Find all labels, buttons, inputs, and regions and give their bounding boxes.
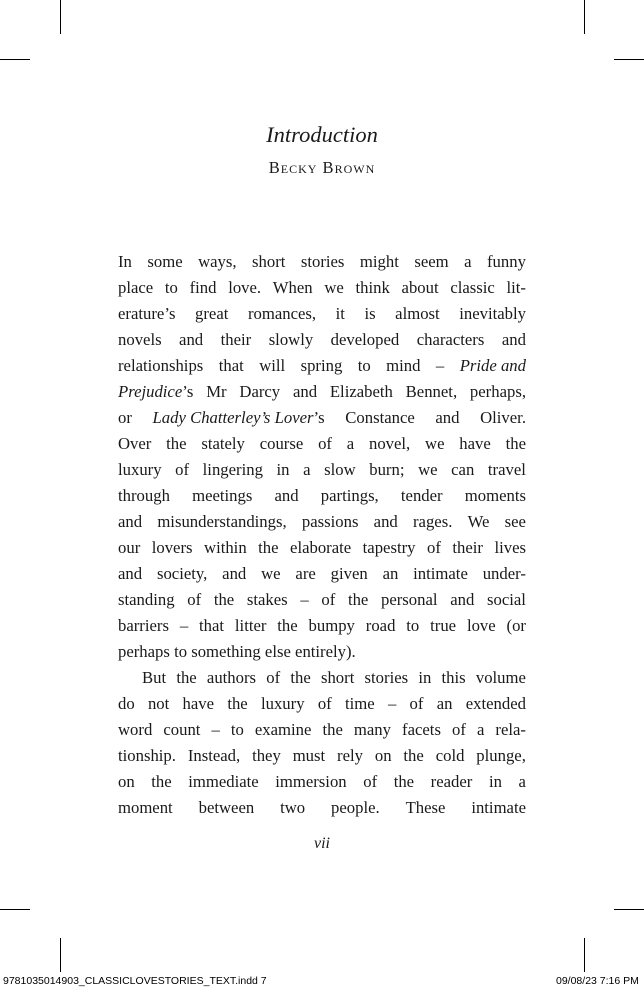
word: reader — [430, 772, 473, 791]
word: intimate — [471, 798, 526, 817]
word: stories — [364, 668, 409, 687]
word: In — [118, 252, 132, 271]
word: Darcy — [239, 382, 281, 401]
word: and — [373, 512, 398, 531]
word: have — [182, 694, 215, 713]
word: road — [365, 616, 396, 635]
text-line — [118, 587, 526, 613]
word: lovers — [151, 538, 193, 557]
word: through — [118, 486, 170, 505]
word: it — [335, 304, 345, 323]
word: travel — [487, 460, 526, 479]
text-line — [118, 691, 526, 717]
word: and — [179, 330, 204, 349]
word: almost — [395, 304, 440, 323]
text-line — [118, 353, 526, 379]
word: – — [300, 590, 309, 609]
word: to — [406, 616, 420, 635]
word: of — [363, 772, 378, 791]
word: – — [179, 616, 189, 635]
word: a — [476, 720, 485, 739]
word: lit- — [506, 278, 526, 297]
word: and — [222, 564, 247, 583]
text-line — [118, 483, 526, 509]
word: must — [292, 746, 326, 765]
word: and — [292, 382, 318, 401]
word: Elizabeth — [329, 382, 393, 401]
word: find — [189, 278, 217, 297]
text-line — [118, 509, 526, 535]
word: short — [252, 252, 286, 271]
word: the — [347, 590, 369, 609]
word: Pride and — [459, 356, 526, 375]
body-text — [118, 249, 526, 821]
word: relationships — [118, 356, 204, 375]
word: the — [277, 616, 298, 635]
text-line — [118, 301, 526, 327]
chapter-author: Becky Brown — [268, 158, 376, 177]
word: of — [321, 590, 336, 609]
word: in — [418, 668, 432, 687]
word: we — [418, 460, 438, 479]
word: Instead, — [187, 746, 241, 765]
text-line — [118, 327, 526, 353]
text-line — [118, 535, 526, 561]
word: do — [118, 694, 135, 713]
word: inevitably — [459, 304, 526, 323]
word: that — [218, 356, 244, 375]
word: examine — [254, 720, 312, 739]
word: plunge, — [476, 746, 526, 765]
text-line — [118, 379, 526, 405]
word: barriers — [118, 616, 169, 635]
word: an — [436, 694, 453, 713]
word: and — [118, 564, 143, 583]
word: this — [441, 668, 466, 687]
word: tionship. — [118, 746, 176, 765]
word: have — [459, 434, 491, 453]
text-line — [118, 743, 526, 769]
text-line — [118, 249, 526, 275]
word: bumpy — [308, 616, 355, 635]
word: rages. — [412, 512, 453, 531]
word: society, — [156, 564, 208, 583]
word: course — [259, 434, 304, 453]
word: Lady Chatterley’s Lover’s — [152, 408, 325, 427]
text-line — [118, 639, 526, 665]
word: of — [266, 668, 281, 687]
word: place — [118, 278, 154, 297]
word: the — [290, 668, 311, 687]
crop-mark-right-top — [614, 59, 644, 60]
word: rely — [337, 746, 363, 765]
text-line — [118, 405, 526, 431]
word: stately — [201, 434, 245, 453]
word: of — [452, 720, 466, 739]
word: great — [195, 304, 229, 323]
word: luxury — [260, 694, 305, 713]
word: the — [258, 538, 279, 557]
word: perhaps to something else entirely). — [118, 642, 356, 661]
word: of — [175, 460, 190, 479]
word: intimate — [413, 564, 468, 583]
word: (or — [506, 616, 526, 635]
word: the — [151, 772, 172, 791]
word: partings, — [320, 486, 379, 505]
word: standing — [118, 590, 175, 609]
crop-mark-left-bottom — [0, 909, 30, 910]
word: of — [187, 590, 202, 609]
word: lingering — [202, 460, 263, 479]
word: the — [213, 590, 235, 609]
word: within — [204, 538, 247, 557]
word: novel, — [368, 434, 411, 453]
word: love — [466, 616, 496, 635]
word: will — [259, 356, 286, 375]
word: perhaps, — [469, 382, 526, 401]
word: authors — [206, 668, 257, 687]
word: is — [364, 304, 376, 323]
word: of — [317, 694, 332, 713]
word: we — [324, 278, 344, 297]
word: two — [280, 798, 306, 817]
word: and — [118, 512, 143, 531]
text-line — [118, 795, 526, 821]
word: to — [230, 720, 244, 739]
word: a — [464, 252, 472, 271]
word: characters — [416, 330, 485, 349]
word: of — [426, 538, 441, 557]
text-line — [118, 457, 526, 483]
word: and — [435, 408, 460, 427]
word: elaborate — [290, 538, 352, 557]
word: think — [355, 278, 390, 297]
text-line — [118, 769, 526, 795]
word: burn; — [369, 460, 405, 479]
word: we — [261, 564, 281, 583]
word: When — [272, 278, 313, 297]
text-line — [118, 717, 526, 743]
word: under- — [482, 564, 526, 583]
page-number: vii — [314, 835, 330, 852]
word: cold — [435, 746, 465, 765]
word: that — [199, 616, 225, 635]
word: see — [504, 512, 526, 531]
word: stakes — [246, 590, 288, 609]
word: developed — [330, 330, 400, 349]
word: we — [425, 434, 445, 453]
word: Bennet, — [405, 382, 458, 401]
word: immediate — [188, 772, 259, 791]
word: are — [295, 564, 316, 583]
crop-mark-bottom-right — [584, 938, 585, 972]
word: passions — [301, 512, 359, 531]
word: of — [318, 434, 332, 453]
crop-mark-left-top — [0, 59, 30, 60]
crop-mark-right-bottom — [614, 909, 644, 910]
word: time — [345, 694, 375, 713]
word: the — [403, 746, 424, 765]
word: tapestry — [362, 538, 416, 557]
word: Oliver. — [480, 408, 526, 427]
text-line — [118, 665, 526, 691]
word: people. — [331, 798, 380, 817]
word: the — [166, 434, 187, 453]
word: to — [164, 278, 178, 297]
word: their — [220, 330, 252, 349]
word: the — [505, 434, 526, 453]
word: These — [405, 798, 446, 817]
word: romances, — [247, 304, 317, 323]
word: ways, — [198, 252, 237, 271]
word: immersion — [275, 772, 347, 791]
word: Prejudice’s — [118, 382, 194, 401]
word: misunderstandings, — [157, 512, 287, 531]
word: Mr — [206, 382, 227, 401]
text-line — [118, 431, 526, 457]
word: novels — [118, 330, 162, 349]
word: the — [393, 772, 415, 791]
word: in — [488, 772, 502, 791]
word: short — [320, 668, 355, 687]
word: a — [303, 460, 311, 479]
word: Constance — [345, 408, 415, 427]
word: an — [382, 564, 399, 583]
word: extended — [465, 694, 526, 713]
word: to — [357, 356, 371, 375]
word: some — [147, 252, 183, 271]
word: the — [227, 694, 248, 713]
word: not — [147, 694, 170, 713]
word: and — [501, 330, 526, 349]
word: Over — [118, 434, 152, 453]
word: – — [435, 356, 445, 375]
word: But — [142, 668, 167, 687]
word: or — [118, 408, 132, 427]
crop-mark-top-left — [60, 0, 61, 34]
word: the — [322, 720, 343, 739]
word: in — [276, 460, 290, 479]
word: a — [346, 434, 355, 453]
word: – — [211, 720, 220, 739]
word: – — [387, 694, 397, 713]
word: facets — [402, 720, 441, 739]
word: our — [118, 538, 141, 557]
word: between — [198, 798, 255, 817]
word: of — [409, 694, 424, 713]
word: given — [330, 564, 368, 583]
word: love. — [228, 278, 262, 297]
word: moments — [464, 486, 526, 505]
word: rela- — [495, 720, 526, 739]
word: and — [274, 486, 299, 505]
word: We — [467, 512, 490, 531]
word: count — [163, 720, 201, 739]
text-line — [118, 561, 526, 587]
word: on — [374, 746, 392, 765]
word: litter — [234, 616, 267, 635]
word: luxury — [118, 460, 162, 479]
crop-mark-bottom-left — [60, 938, 61, 972]
word: seem — [414, 252, 449, 271]
word: slow — [324, 460, 356, 479]
word: might — [359, 252, 399, 271]
word: a — [518, 772, 526, 791]
word: moment — [118, 798, 173, 817]
word: tender — [400, 486, 443, 505]
slug-file-name: 9781035014903_CLASSICLOVESTORIES_TEXT.indd 7 — [3, 975, 267, 987]
word: stories — [300, 252, 345, 271]
word: mind — [386, 356, 421, 375]
crop-mark-top-right — [584, 0, 585, 34]
word: true — [430, 616, 457, 635]
word: social — [487, 590, 526, 609]
word: slowly — [268, 330, 314, 349]
word: meetings — [192, 486, 253, 505]
word: word — [118, 720, 153, 739]
text-line — [118, 275, 526, 301]
word: classic — [450, 278, 495, 297]
chapter-title: Introduction — [266, 122, 378, 147]
word: can — [451, 460, 475, 479]
word: personal — [381, 590, 438, 609]
word: on — [118, 772, 135, 791]
word: volume — [475, 668, 526, 687]
word: the — [176, 668, 197, 687]
word: spring — [300, 356, 343, 375]
word: their — [452, 538, 483, 557]
word: funny — [486, 252, 526, 271]
text-line — [118, 613, 526, 639]
word: they — [252, 746, 281, 765]
word: and — [450, 590, 475, 609]
slug-timestamp: 09/08/23 7:16 PM — [556, 975, 639, 987]
word: lives — [494, 538, 526, 557]
word: many — [353, 720, 391, 739]
word: erature’s — [118, 304, 176, 323]
word: about — [401, 278, 439, 297]
